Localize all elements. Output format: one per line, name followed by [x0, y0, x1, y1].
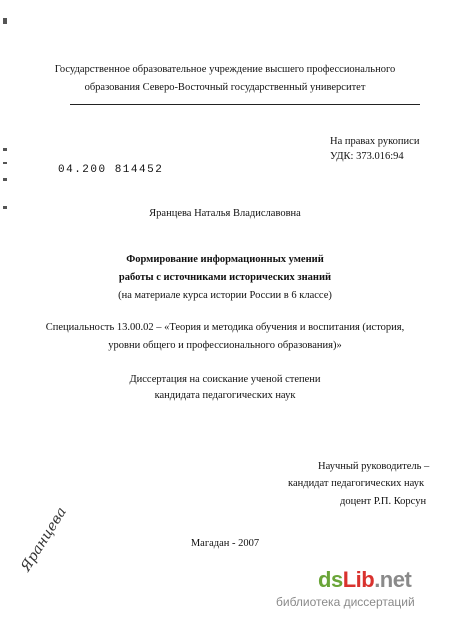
logo-net: .net: [374, 567, 412, 592]
handwritten-signature: Яранцева: [18, 504, 70, 575]
supervisor-degree: кандидат педагогических наук: [288, 478, 425, 489]
institution-line-1: Государственное образовательное учреждение высшего профессионального: [54, 64, 396, 75]
logo-ds: ds: [318, 567, 343, 592]
watermark-subtitle: библиотека диссертаций: [276, 595, 415, 609]
city-year: Магадан - 2007: [190, 538, 260, 549]
dslib-logo: [318, 567, 446, 593]
scan-margin-mark: [3, 18, 7, 24]
scan-margin-mark: [3, 148, 7, 151]
dslib-watermark[interactable]: [276, 567, 446, 617]
supervisor-label: Научный руководитель –: [318, 461, 430, 472]
dissertation-title-line-2: работы с источниками исторических знаний: [118, 272, 332, 283]
supervisor-name: доцент Р.П. Корсун: [340, 496, 427, 507]
specialty-line-1: Специальность 13.00.02 – «Теория и методика обучения и воспитания (история,: [45, 322, 405, 333]
scan-margin-mark: [3, 162, 7, 164]
institution-line-2: образования Северо-Восточный государственный университет: [84, 82, 366, 93]
manuscript-rights: На правах рукописи: [330, 136, 420, 147]
specialty-line-2: уровни общего и профессионального образования)»: [108, 340, 342, 351]
logo-lib: Lib: [342, 567, 375, 592]
header-divider: [70, 104, 420, 105]
dissertation-subtitle: (на материале курса истории России в 6 классе): [118, 290, 332, 301]
dissertation-title-line-1: Формирование информационных умений: [126, 254, 324, 265]
degree-line-2: кандидата педагогических наук: [154, 390, 296, 401]
scan-margin-mark: [3, 178, 7, 181]
library-stamp: 04.200 814452: [58, 164, 164, 176]
udk-code: УДК: 373.016:94: [330, 151, 404, 162]
degree-line-1: Диссертация на соискание ученой степени: [129, 374, 321, 385]
author-name: Яранцева Наталья Владиславовна: [149, 208, 301, 219]
